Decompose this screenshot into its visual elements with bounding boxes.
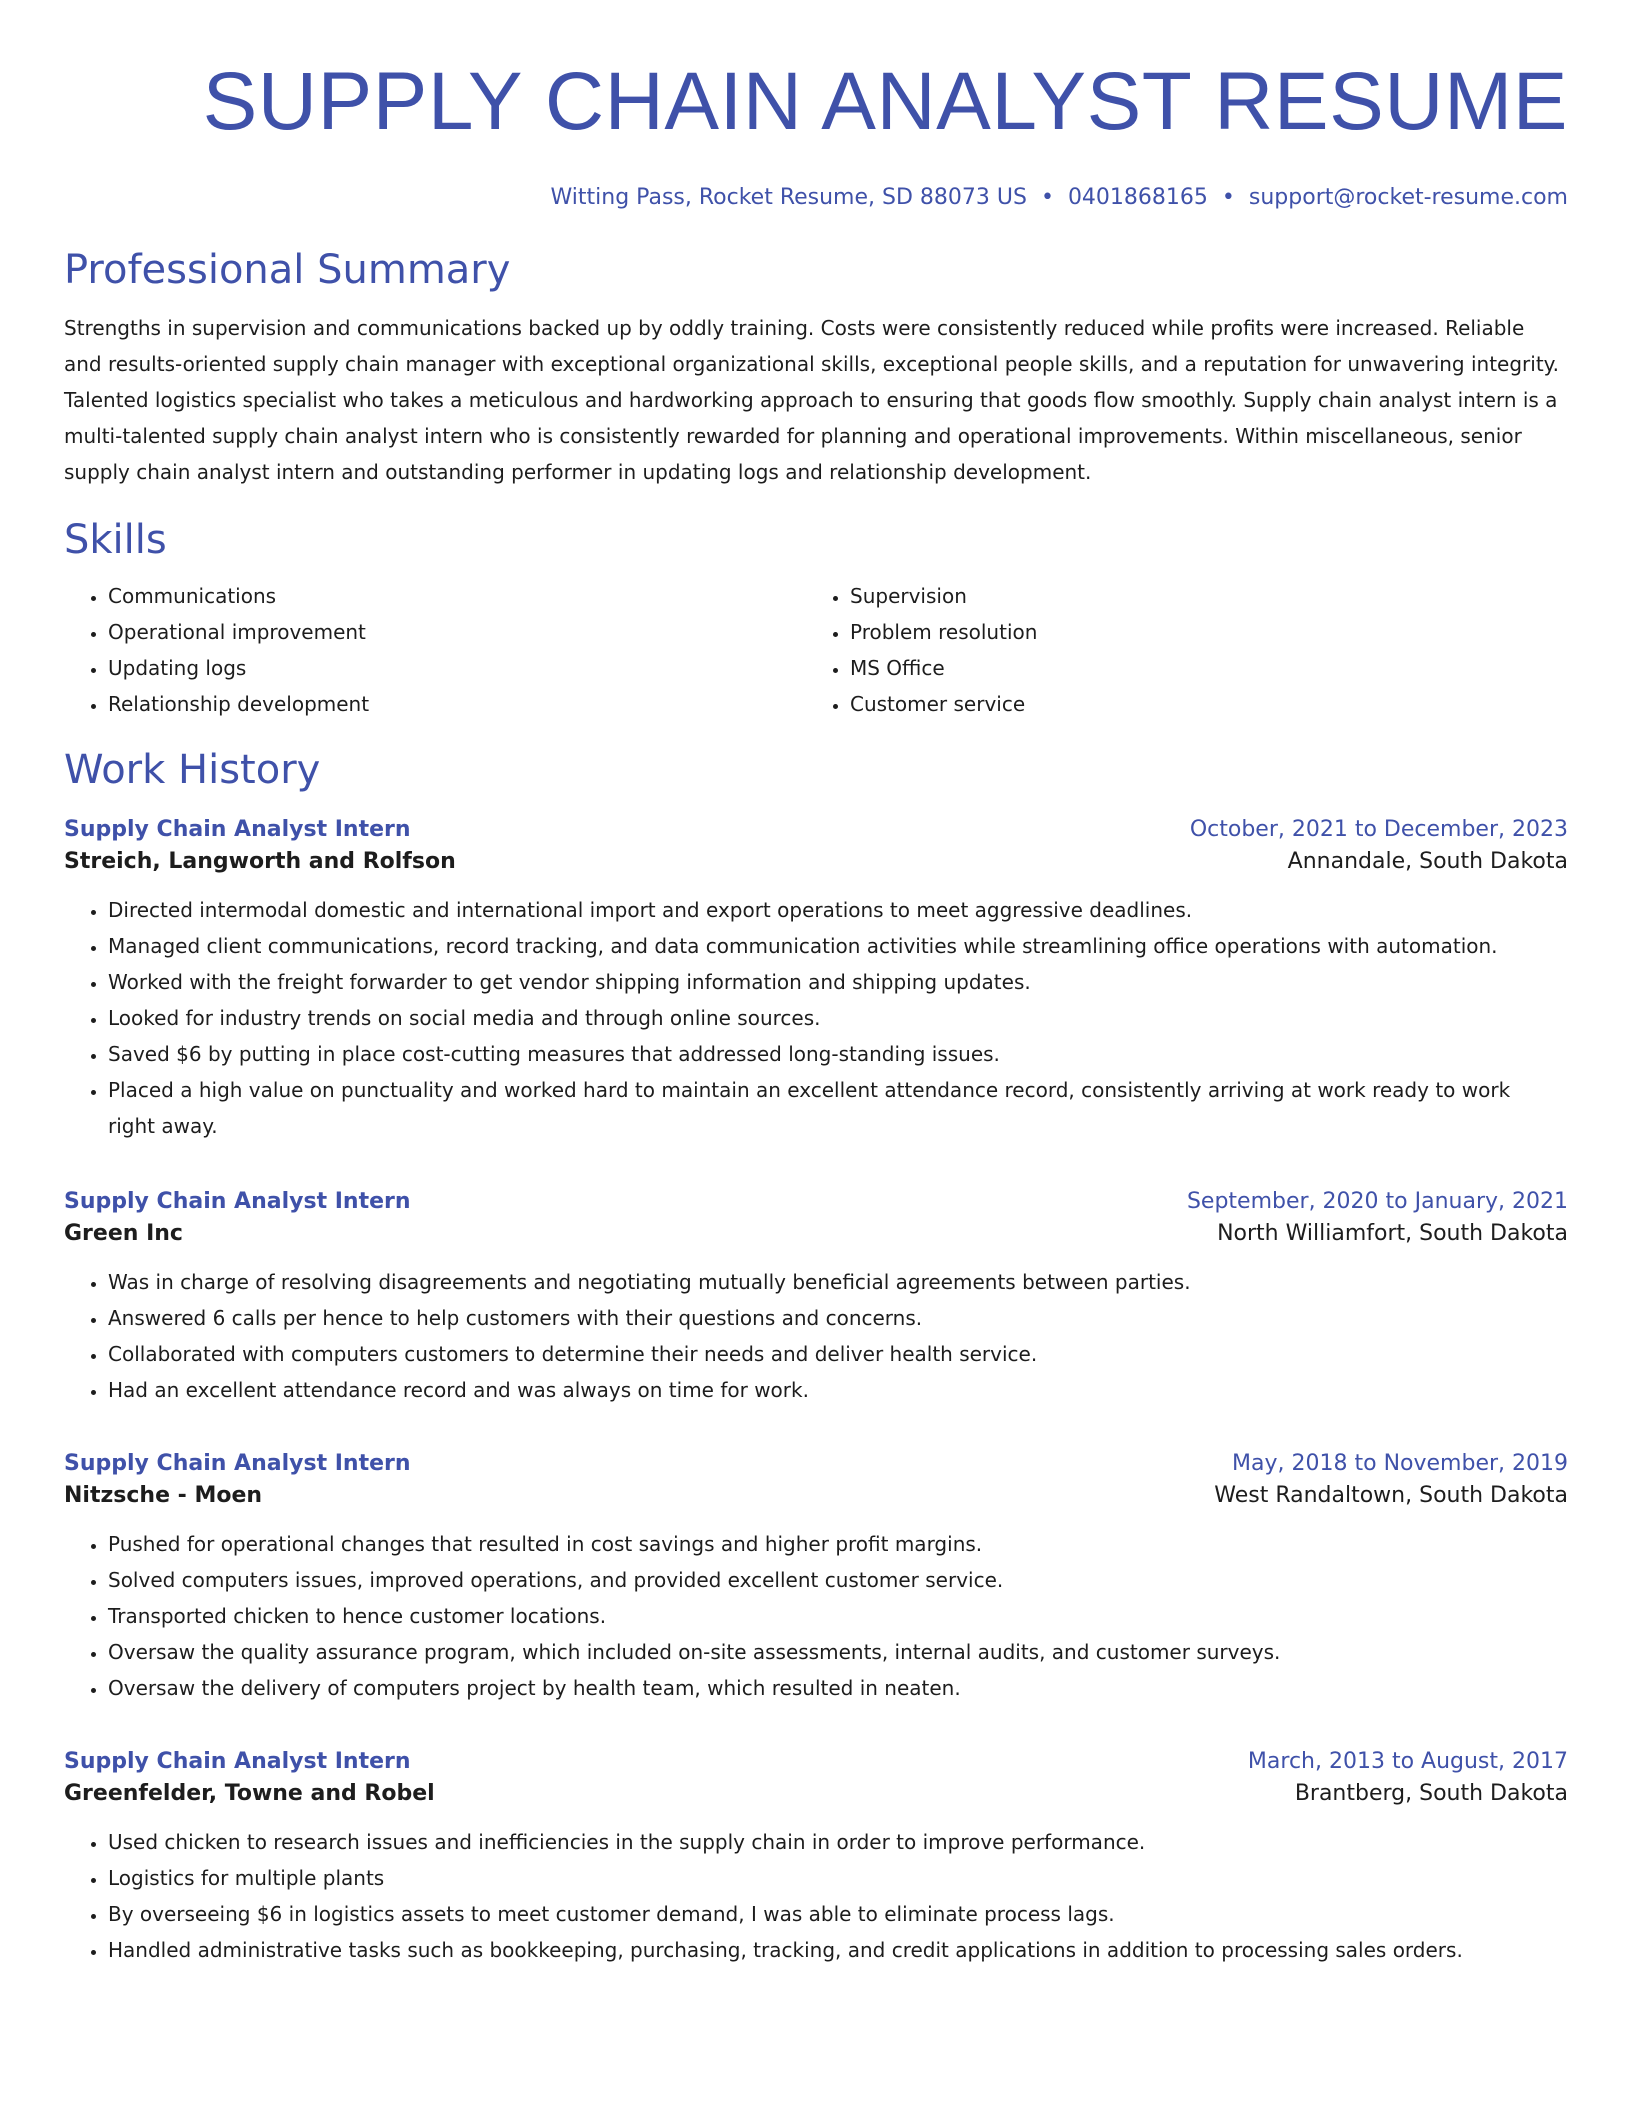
job-title-row — [64, 814, 1568, 846]
job-bullet: • Collaborated with computers customers to determine their needs and deliver health service. — [108, 1336, 1528, 1372]
skills-list-left — [64, 578, 806, 722]
job-entry — [64, 1186, 1568, 1408]
job-location: Annandale, South Dakota — [1287, 849, 1568, 874]
job-location: Brantberg, South Dakota — [1294, 1781, 1568, 1806]
job-title-row — [64, 1448, 1568, 1480]
contact-line — [64, 182, 1568, 214]
job-title-row — [64, 1746, 1568, 1778]
skill-item: • Operational improvement — [108, 614, 806, 650]
job-bullet: • Had an excellent attendance record and was always on time for work. — [108, 1372, 1528, 1408]
job-bullet: • Solved computers issues, improved operations, and provided excellent customer service. — [108, 1562, 1528, 1598]
work-history-heading: Work History — [64, 747, 321, 793]
job-company-row — [64, 1778, 1568, 1810]
resume-title: SUPPLY CHAIN ANALYST RESUME — [202, 56, 1568, 147]
contact-email[interactable]: support@rocket-resume.com — [1248, 185, 1568, 210]
job-bullet: • Pushed for operational changes that resulted in cost savings and higher profit margins. — [108, 1526, 1528, 1562]
skill-item: • Communications — [108, 578, 806, 614]
job-title: Supply Chain Analyst Intern — [64, 1451, 411, 1476]
summary-heading: Professional Summary — [64, 247, 511, 293]
job-bullet: • Used chicken to research issues and inefficiencies in the supply chain in order to improve performance. — [108, 1824, 1528, 1860]
job-dates: September, 2020 to January, 2021 — [1186, 1189, 1568, 1214]
contact-phone: 0401868165 — [1067, 185, 1208, 210]
job-title: Supply Chain Analyst Intern — [64, 817, 411, 842]
job-dates: March, 2013 to August, 2017 — [1247, 1749, 1568, 1774]
job-bullet: • Directed intermodal domestic and international import and export operations to meet aggressive deadlines. — [108, 892, 1528, 928]
job-title: Supply Chain Analyst Intern — [64, 1189, 411, 1214]
job-dates: May, 2018 to November, 2019 — [1232, 1451, 1568, 1476]
skills-list-right — [806, 578, 1548, 722]
job-entry — [64, 1448, 1568, 1706]
job-bullet: • Logistics for multiple plants — [108, 1860, 1528, 1896]
job-bullet: • Transported chicken to hence customer locations. — [108, 1598, 1528, 1634]
job-bullet: • By overseeing $6 in logistics assets to meet customer demand, I was able to eliminate process lags. — [108, 1896, 1528, 1932]
job-bullets — [64, 892, 1568, 1144]
summary-text: Strengths in supervision and communications backed up by oddly training. Costs were consistently reduced while profits were increased. Reliable and results-oriented supply chain manager with exceptional organizational skills, exceptional people skills, and a reputation for unwavering integrity. Talented logistics specialist who takes a meticulous and hardworking approach to ensuring that goods flow smoothly. Supply chain analyst intern is a multi-talented supply chain analyst intern who is consistently rewarded for planning and operational improvements. Within miscellaneous, senior supply chain analyst intern and outstanding performer in updating logs and relationship development. — [64, 316, 1560, 484]
skill-item: • Supervision — [850, 578, 1548, 614]
job-bullet: • Looked for industry trends on social media and through online sources. — [108, 1000, 1528, 1036]
job-bullets — [64, 1264, 1568, 1408]
job-entry — [64, 1746, 1568, 1968]
job-bullet: • Managed client communications, record tracking, and data communication activities while streamlining office operations with automation. — [108, 928, 1528, 964]
job-bullets — [64, 1526, 1568, 1706]
job-bullet: • Oversaw the quality assurance program, which included on-site assessments, internal audits, and customer surveys. — [108, 1634, 1528, 1670]
contact-address: Witting Pass, Rocket Resume, SD 88073 US — [550, 185, 1027, 210]
skill-item: • MS Office — [850, 650, 1548, 686]
job-location: North Williamfort, South Dakota — [1217, 1221, 1568, 1246]
job-entry — [64, 814, 1568, 1144]
job-bullet: • Answered 6 calls per hence to help customers with their questions and concerns. — [108, 1300, 1528, 1336]
job-dates: October, 2021 to December, 2023 — [1189, 817, 1568, 842]
job-company: Green Inc — [64, 1221, 183, 1246]
job-company-row — [64, 1480, 1568, 1512]
skill-item: • Updating logs — [108, 650, 806, 686]
skills-grid — [64, 578, 1568, 722]
job-title-row — [64, 1186, 1568, 1218]
job-bullet: • Worked with the freight forwarder to get vendor shipping information and shipping updates. — [108, 964, 1528, 1000]
job-company-row — [64, 1218, 1568, 1250]
skill-item: • Customer service — [850, 686, 1548, 722]
job-bullet: • Placed a high value on punctuality and worked hard to maintain an excellent attendance record, consistently arriving at work ready to work right away. — [108, 1072, 1528, 1144]
job-company: Streich, Langworth and Rolfson — [64, 849, 456, 874]
job-title: Supply Chain Analyst Intern — [64, 1749, 411, 1774]
job-bullets — [64, 1824, 1568, 1968]
contact-separator: • — [1221, 185, 1235, 210]
job-bullet: • Saved $6 by putting in place cost-cutting measures that addressed long-standing issues. — [108, 1036, 1528, 1072]
skill-item: • Relationship development — [108, 686, 806, 722]
contact-separator: • — [1040, 185, 1054, 210]
job-bullet: • Handled administrative tasks such as bookkeeping, purchasing, tracking, and credit applications in addition to processing sales orders. — [108, 1932, 1528, 1968]
job-company: Nitzsche - Moen — [64, 1483, 263, 1508]
skill-item: • Problem resolution — [850, 614, 1548, 650]
job-company: Greenfelder, Towne and Robel — [64, 1781, 435, 1806]
job-bullet: • Oversaw the delivery of computers project by health team, which resulted in neaten. — [108, 1670, 1528, 1706]
job-company-row — [64, 846, 1568, 878]
job-bullet: • Was in charge of resolving disagreements and negotiating mutually beneficial agreements between parties. — [108, 1264, 1528, 1300]
skills-heading: Skills — [64, 517, 167, 563]
job-location: West Randaltown, South Dakota — [1214, 1483, 1568, 1508]
